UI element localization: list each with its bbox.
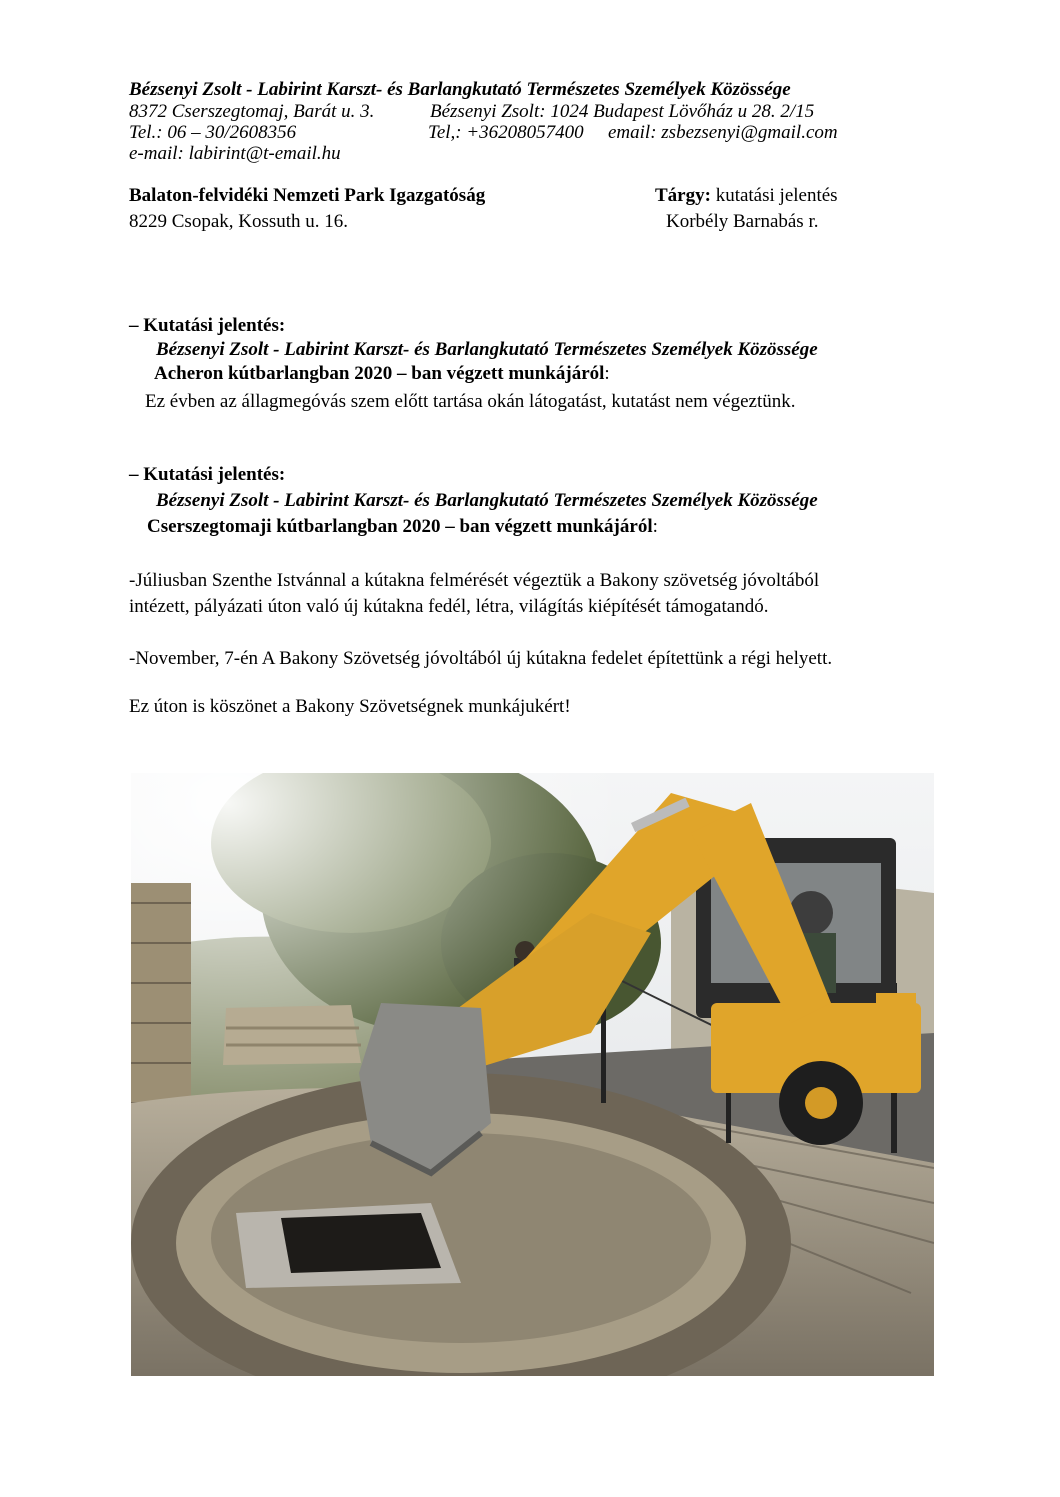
report2-heading: – Kutatási jelentés: [129,464,286,485]
report2-para3: Ez úton is köszönet a Bakony Szövetségnek munkájukért! [129,696,571,717]
contact-email: email: zsbezsenyi@gmail.com [608,122,838,143]
report2-para1-line2: intézett, pályázati úton való új kútakna fedél, létra, világítás kiépítését támogatandó. [129,596,769,617]
report2-colon: : [652,516,658,537]
sender-phone: Tel.: 06 – 30/2608356 [129,122,297,143]
contact-phone: Tel,: +36208057400 [428,122,584,143]
report1-heading: – Kutatási jelentés: [129,315,286,336]
report1-org: Bézsenyi Zsolt - Labirint Karszt- és Barlangkutató Természetes Személyek Közössége [156,339,818,360]
subject-value: kutatási jelentés [715,185,838,206]
recipient-name: Balaton-felvidéki Nemzeti Park Igazgatóság [129,185,486,206]
report2-para2: -November, 7-én A Bakony Szövetség jóvoltából új kútakna fedelet építettünk a régi helyett. [129,648,833,669]
sender-title: Bézsenyi Zsolt - Labirint Karszt- és Barlangkutató Természetes Személyek Közössége [129,79,791,100]
report2-title: Cserszegtomaji kútbarlangban 2020 – ban végzett munkájáról [147,516,653,537]
subject-label: Tárgy: [655,185,711,206]
report1-colon: : [604,363,610,384]
sender-address: 8372 Cserszegtomaj, Barát u. 3. [129,101,375,122]
recipient-address: 8229 Csopak, Kossuth u. 16. [129,211,349,232]
subject-line [655,185,838,207]
report2-org: Bézsenyi Zsolt - Labirint Karszt- és Barlangkutató Természetes Személyek Közössége [156,490,818,511]
sender-email: e-mail: labirint@t-email.hu [129,143,341,164]
subject-person: Korbély Barnabás r. [666,211,819,232]
report2-para1-line1: -Júliusban Szenthe Istvánnal a kútakna felmérését végeztük a Bakony szövetség jóvoltából [129,570,820,591]
contact-person: Bézsenyi Zsolt: 1024 Budapest Lövőház u 28. 2/15 [430,101,815,122]
excavator-photo [131,773,934,1376]
report1-title: Acheron kútbarlangban 2020 – ban végzett munkájáról [154,363,605,384]
report2-title-line [147,516,658,538]
report1-title-line [154,363,610,385]
report1-body: Ez évben az állagmegóvás szem előtt tartása okán látogatást, kutatást nem végeztünk. [145,391,796,412]
